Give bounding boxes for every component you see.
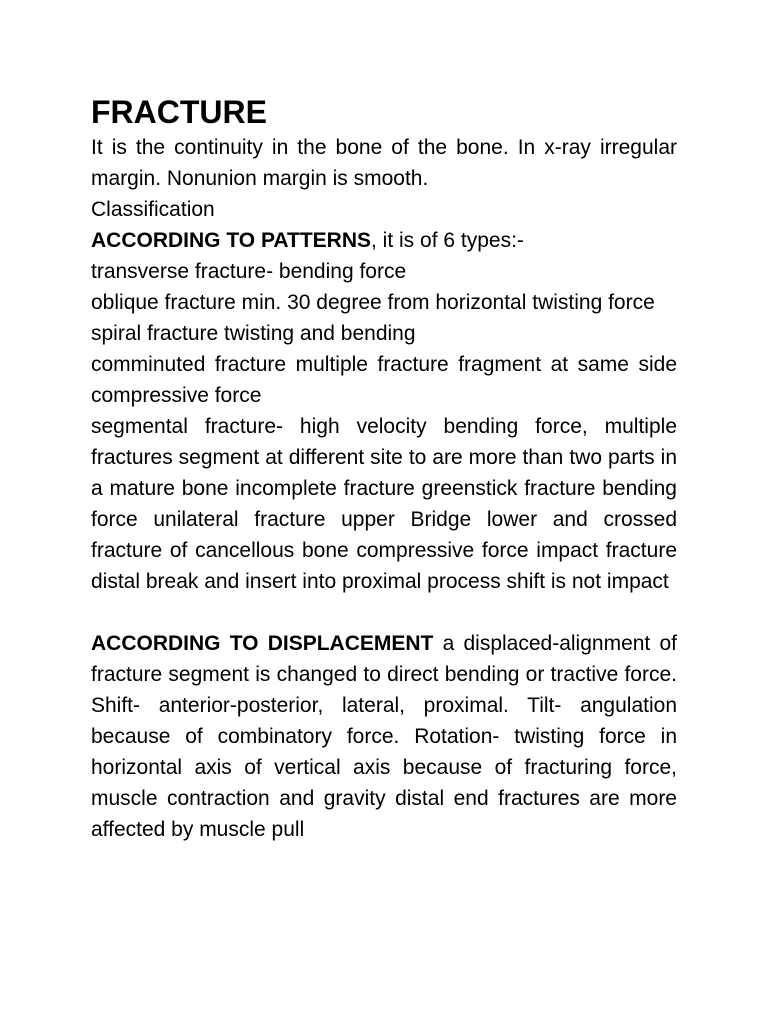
paragraph-spacer — [91, 597, 677, 628]
pattern-item-segmental: segmental fracture- high velocity bending force, multiple fractures segment at different site to are more than two parts in a mature bone incomplete fracture greenstick fracture bending force unilateral fracture upper Bridge lower and crossed fracture of cancellous bone compressive force impact fracture distal break and insert into proximal process shift is not impact — [91, 415, 677, 593]
pattern-item-transverse: transverse fracture- bending force — [91, 260, 407, 283]
intro-paragraph: It is the continuity in the bone of the bone. In x-ray irregular margin. Nonunion margin is smooth. — [91, 136, 677, 190]
page-title: FRACTURE — [91, 94, 267, 130]
pattern-item-comminuted: comminuted fracture multiple fracture fragment at same side compressive force — [91, 353, 677, 407]
displacement-paragraph — [91, 628, 677, 845]
patterns-heading-line — [91, 225, 677, 256]
classification-label: Classification — [91, 198, 215, 221]
pattern-item-oblique: oblique fracture min. 30 degree from horizontal twisting force — [91, 291, 655, 314]
pattern-item-spiral: spiral fracture twisting and bending — [91, 322, 416, 345]
document-page — [91, 94, 677, 845]
displacement-heading: ACCORDING TO DISPLACEMENT — [91, 632, 434, 655]
patterns-heading: ACCORDING TO PATTERNS — [91, 229, 372, 252]
patterns-heading-tail: , it is of 6 types:- — [371, 229, 524, 252]
displacement-body: a displaced-alignment of fracture segment is changed to direct bending or tractive force. Shift- anterior-posterior, lateral, proximal. Tilt- angulation because of combinatory force. Rotation- twisting force in horizontal axis of vertical axis because of fracturing force, muscle contraction and gravity distal end fractures are more affected by muscle pull — [91, 632, 677, 841]
